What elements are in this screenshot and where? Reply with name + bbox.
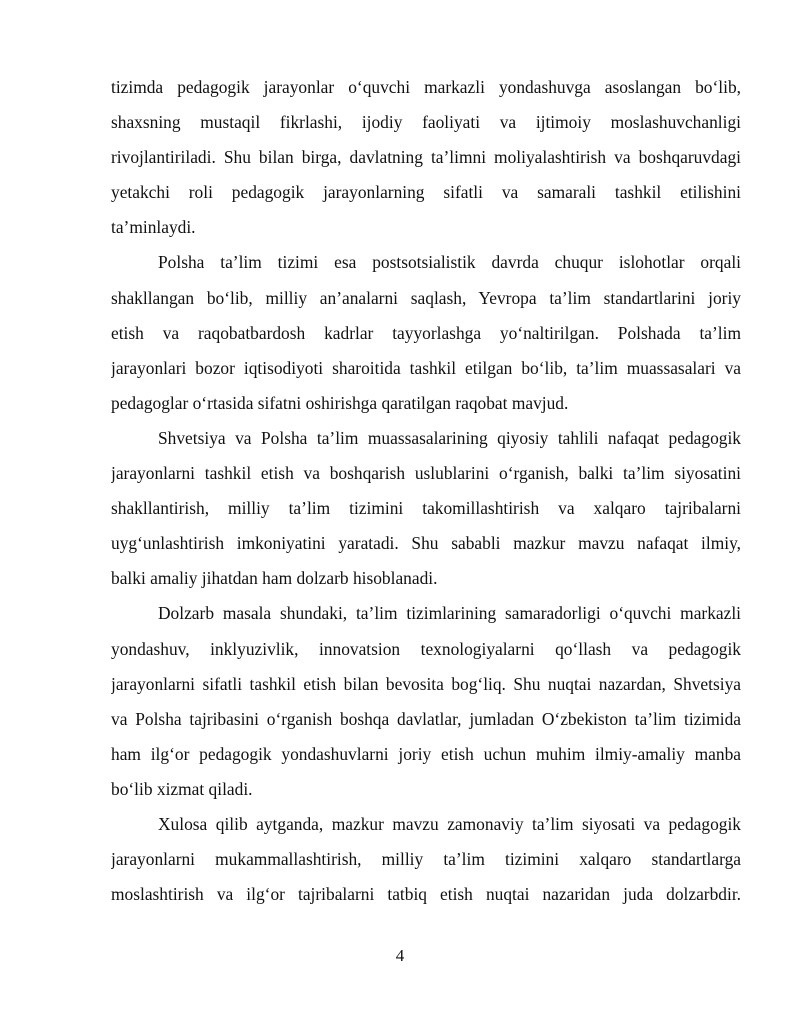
paragraph-first-line: Xulosa qilib aytganda, mazkur mavzu zamonaviy ta’lim siyosati va pedagogik xyxy=(158,813,741,834)
text-line: yondashuv, inklyuzivlik, innovatsion texnologiyalarni qo‘llash va pedagogik xyxy=(111,638,741,659)
text-line: shakllantirish, milliy ta’lim tizimini takomillashtirish va xalqaro tajribalarni xyxy=(111,498,741,519)
text-line: ham ilg‘or pedagogik yondashuvlarni joriy etish uchun muhim ilmiy-amaliy manba xyxy=(111,743,741,764)
text-line: balki amaliy jihatdan ham dolzarb hisoblanadi. xyxy=(111,568,438,589)
text-line: etish va raqobatbardosh kadrlar tayyorlashga yo‘naltirilgan. Polshada ta’lim xyxy=(111,322,741,343)
text-line: jarayonlarni sifatli tashkil etish bilan bevosita bog‘liq. Shu nuqtai nazardan, Shvetsiya xyxy=(111,673,741,694)
text-line: tizimda pedagogik jarayonlar o‘quvchi markazli yondashuvga asoslangan bo‘lib, xyxy=(111,77,741,97)
paragraph-first-line: Shvetsiya va Polsha ta’lim muassasalarining qiyosiy tahlili nafaqat pedagogik xyxy=(158,427,741,448)
text-line: uyg‘unlashtirish imkoniyatini yaratadi. Shu sababli mazkur mavzu nafaqat ilmiy, xyxy=(111,533,741,554)
text-line: bo‘lib xizmat qiladi. xyxy=(111,778,253,799)
text-line: rivojlantiriladi. Shu bilan birga, davlatning ta’limni moliyalashtirish va boshqaruvdagi xyxy=(111,147,741,168)
text-line: jarayonlarni mukammallashtirish, milliy ta’lim tizimini xalqaro standartlarga xyxy=(111,849,741,870)
text-line: jarayonlarni tashkil etish va boshqarish uslublarini o‘rganish, balki ta’lim siyosatini xyxy=(111,463,741,484)
text-line: va Polsha tajribasini o‘rganish boshqa davlatlar, jumladan O‘zbekiston ta’lim tizimida xyxy=(111,708,741,729)
page-number: 4 xyxy=(395,946,405,965)
paragraph-first-line: Polsha ta’lim tizimi esa postsotsialistik davrda chuqur islohotlar orqali xyxy=(158,252,741,273)
text-line: pedagoglar o‘rtasida sifatni oshirishga qaratilgan raqobat mavjud. xyxy=(111,392,569,413)
text-line: moslashtirish va ilg‘or tajribalarni tatbiq etish nuqtai nazaridan juda dolzarbdir. xyxy=(111,884,741,905)
text-line: ta’minlaydi. xyxy=(111,217,196,238)
text-line: shakllangan bo‘lib, milliy an’analarni saqlash, Yevropa ta’lim standartlarini joriy xyxy=(111,287,741,308)
text-line: shaxsning mustaqil fikrlashi, ijodiy faoliyati va ijtimoiy moslashuvchanligi xyxy=(111,112,741,133)
document-body xyxy=(111,70,741,912)
text-line: jarayonlari bozor iqtisodiyoti sharoitida tashkil etilgan bo‘lib, ta’lim muassasalari va xyxy=(111,357,741,378)
text-line: yetakchi roli pedagogik jarayonlarning sifatli va samarali tashkil etilishini xyxy=(111,182,741,203)
paragraph-first-line: Dolzarb masala shundaki, ta’lim tizimlarining samaradorligi o‘quvchi markazli xyxy=(158,603,741,624)
